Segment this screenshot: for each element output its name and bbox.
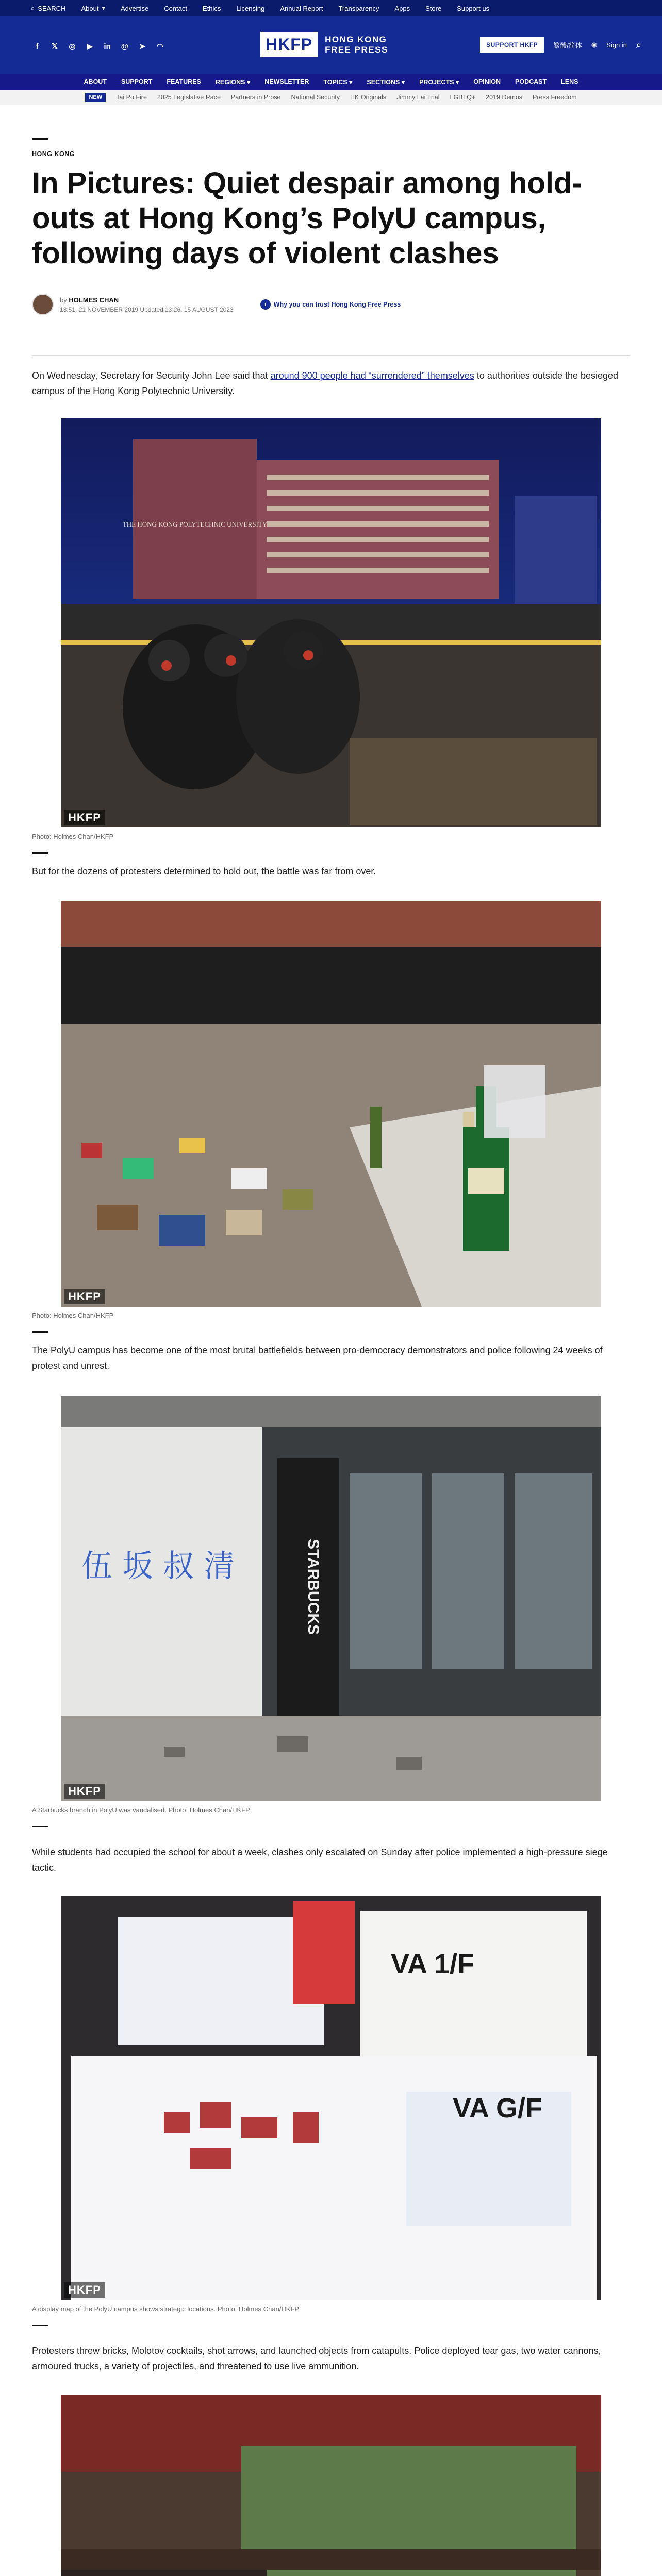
utility-bar (0, 0, 662, 16)
nav-item-features[interactable]: FEATURES (167, 78, 201, 86)
section-separator (32, 1826, 48, 1827)
photo-caption: Photo: Holmes Chan/HKFP (32, 1312, 114, 1319)
photo-caption: Photo: Holmes Chan/HKFP (32, 833, 114, 840)
new-badge: NEW (85, 93, 106, 102)
article-photo[interactable] (61, 901, 601, 1307)
trend-link[interactable]: Partners in Prose (230, 94, 281, 101)
author-name[interactable]: HOLMES CHAN (69, 296, 119, 304)
nav-item-lens[interactable]: LENS (561, 78, 578, 86)
article-paragraph: On Wednesday, Secretary for Security John Lee said that around 900 people had “surrendered” themselves to authorities outside the besieged campus of the Hong Kong Polytechnic University. (32, 370, 619, 396)
util-store[interactable]: Store (425, 4, 442, 12)
photo-caption: A Starbucks branch in PolyU was vandalised. Photo: Holmes Chan/HKFP (32, 1806, 250, 1814)
article-photo[interactable] (61, 1896, 601, 2300)
util-support-us[interactable]: Support us (457, 4, 490, 12)
nav-item-topics[interactable]: TOPICS ▾ (323, 78, 353, 86)
map-label-gf: VA G/F (453, 2093, 542, 2124)
rss-icon[interactable]: ◠ (156, 42, 163, 51)
youtube-icon[interactable]: ▶ (87, 42, 93, 51)
article-photo[interactable] (61, 2395, 601, 2576)
article-paragraph: While students had occupied the school for about a week, clashes only escalated on Sunday after police implemented a high-pressure siege tactic. (32, 1847, 608, 1873)
photo-campus-map (61, 1896, 601, 2300)
threads-icon[interactable]: @ (121, 42, 129, 51)
nav-item-podcast[interactable]: PODCAST (515, 78, 547, 86)
search-icon[interactable]: ⌕ (636, 39, 641, 50)
map-label-1f: VA 1/F (391, 1948, 475, 1979)
language-switch[interactable]: 繁體/简体 (553, 41, 582, 49)
nav-item-opinion[interactable]: OPINION (473, 78, 501, 86)
hkfp-watermark: HKFP (64, 2282, 105, 2298)
linkedin-icon[interactable]: in (104, 42, 111, 51)
article-paragraph: The PolyU campus has become one of the most brutal battlefields between pro-democracy demonstrators and police following 24 weeks of protest and unrest. (32, 1345, 603, 1371)
chevron-down-icon: ▾ (102, 4, 105, 12)
section-separator (32, 1331, 48, 1333)
photo-polyu-night (61, 418, 601, 827)
trend-link[interactable]: Jimmy Lai Trial (396, 94, 440, 101)
article-category[interactable]: HONG KONG (32, 150, 75, 158)
social-links (32, 41, 165, 52)
util-transparency[interactable]: Transparency (338, 4, 379, 12)
trend-link[interactable]: Press Freedom (533, 94, 577, 101)
article-headline: In Pictures: Quiet despair among hold-outs at Hong Kong’s PolyU campus, following days of violent clashes (32, 166, 582, 270)
util-advertise[interactable]: Advertise (120, 4, 149, 12)
instagram-icon[interactable]: ◎ (69, 42, 76, 51)
article-paragraph: But for the dozens of protesters determined to hold out, the battle was far from over. (32, 866, 376, 876)
info-icon: i (260, 299, 271, 310)
support-hkfp-button[interactable]: SUPPORT HKFP (480, 37, 544, 53)
trust-link[interactable]: i Why you can trust Hong Kong Free Press (260, 299, 401, 310)
nav-item-newsletter[interactable]: NEWSLETTER (264, 78, 309, 86)
byline-divider (32, 355, 630, 356)
publish-dates: 13:51, 21 NOVEMBER 2019 Updated 13:26, 15 AUGUST 2023 (60, 306, 234, 313)
section-separator (32, 852, 48, 854)
author-avatar[interactable] (32, 294, 54, 315)
util-about[interactable]: About ▾ (81, 4, 105, 12)
article-paragraph: Protesters threw bricks, Molotov cocktails, shot arrows, and launched objects from catapults. Police deployed tear gas, two water cannons, armoured trucks, a variety of projectiles, and threatened to use live ammunition. (32, 2346, 601, 2371)
telegram-icon[interactable]: ➤ (139, 42, 146, 51)
trending-bar (0, 90, 662, 105)
header-actions (480, 37, 641, 53)
site-header (0, 16, 662, 74)
user-icon[interactable]: ◉ (591, 41, 598, 48)
facebook-icon[interactable]: f (36, 42, 39, 51)
hkfp-watermark: HKFP (64, 810, 105, 825)
util-annual-report[interactable]: Annual Report (280, 4, 323, 12)
main-nav (0, 74, 662, 90)
util-licensing[interactable]: Licensing (236, 4, 265, 12)
photo-main-entrance (61, 2395, 601, 2576)
university-sign: THE HONG KONG POLYTECHNIC UNIVERSITY (122, 520, 268, 528)
hkfp-watermark: HKFP (64, 1289, 105, 1304)
site-logo[interactable] (260, 32, 388, 57)
util-contact[interactable]: Contact (164, 4, 187, 12)
nav-item-support[interactable]: SUPPORT (121, 78, 153, 86)
photo-caption: A display map of the PolyU campus shows strategic locations. Photo: Holmes Chan/HKFP (32, 2305, 300, 2313)
starbucks-sign: STARBUCKS (305, 1538, 322, 1635)
section-separator (32, 2325, 48, 2326)
trend-link[interactable]: 2025 Legislative Race (157, 94, 221, 101)
util-apps[interactable]: Apps (394, 4, 410, 12)
search-icon: ⌕ (31, 4, 35, 12)
photo-debris-bottles (61, 901, 601, 1307)
x-icon[interactable]: 𝕏 (51, 42, 58, 51)
photo-vandalised-starbucks (61, 1396, 601, 1801)
article-photo[interactable] (61, 1396, 601, 1801)
article-photo[interactable] (61, 418, 601, 827)
logo-wordmark: HONG KONG FREE PRESS (325, 34, 388, 55)
byline: by HOLMES CHAN 13:51, 21 NOVEMBER 2019 Updated 13:26, 15 AUGUST 2023 i Why you can trust Hong Kong Free Press (32, 292, 630, 317)
trend-link[interactable]: Tai Po Fire (116, 94, 147, 101)
nav-item-regions[interactable]: REGIONS ▾ (215, 78, 251, 86)
nav-item-about[interactable]: ABOUT (84, 78, 107, 86)
article-header (32, 138, 630, 317)
trend-link[interactable]: HK Originals (350, 94, 387, 101)
hkfp-watermark: HKFP (64, 1784, 105, 1799)
trend-link[interactable]: 2019 Demos (486, 94, 523, 101)
nav-item-projects[interactable]: PROJECTS ▾ (419, 78, 459, 86)
util-ethics[interactable]: Ethics (203, 4, 221, 12)
sign-in-link[interactable]: Sign in (606, 41, 627, 49)
trend-link[interactable]: National Security (291, 94, 340, 101)
util-search[interactable]: ⌕ SEARCH (31, 4, 66, 12)
graffiti-text: 伍 坂 叔 清 (81, 1548, 235, 1584)
trend-link[interactable]: LGBTQ+ (450, 94, 476, 101)
logo-mark: HKFP (260, 32, 318, 57)
kicker-rule (32, 138, 48, 140)
nav-item-sections[interactable]: SECTIONS ▾ (367, 78, 405, 86)
surrendered-link[interactable]: around 900 people had “surrendered” themselves (270, 370, 474, 381)
